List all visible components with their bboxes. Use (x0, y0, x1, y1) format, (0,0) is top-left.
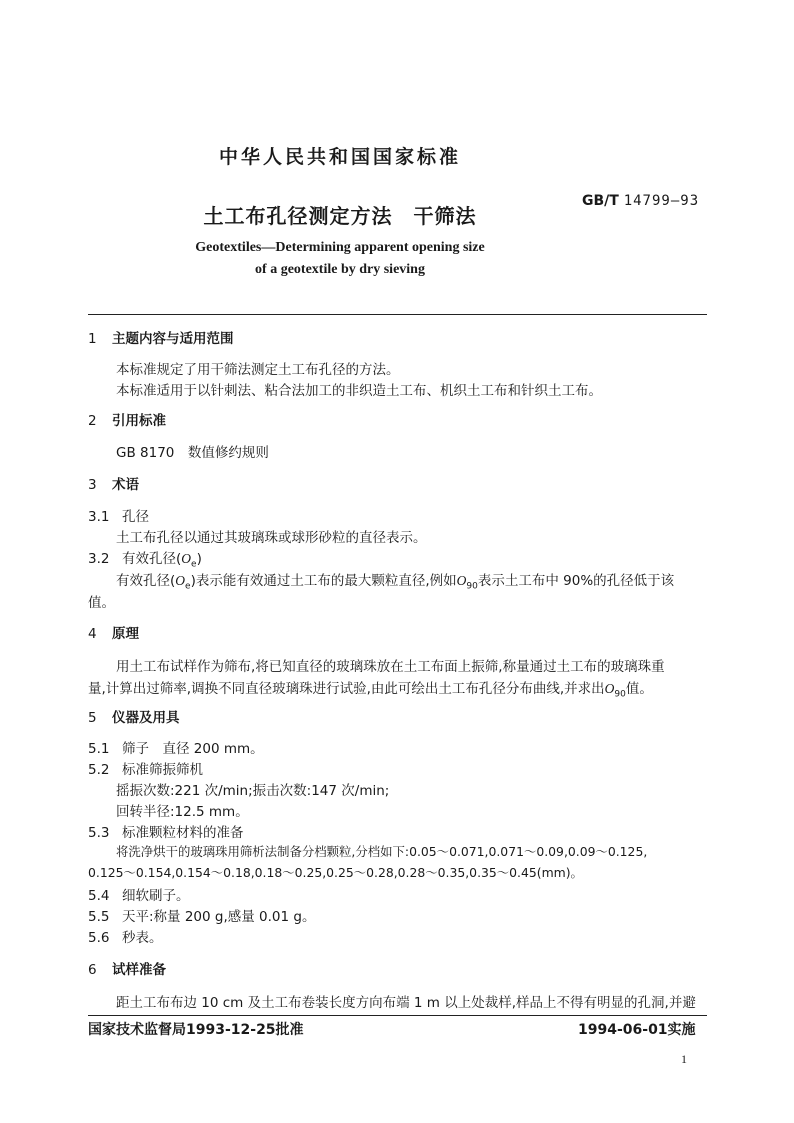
clause-5-3-line2: 0.125～0.154,0.154～0.18,0.18～0.25,0.25～0.28,0.28～0.35,0.35～0.45(mm)。 (88, 865, 583, 880)
clause-5-2-line2: 回转半径:12.5 mm。 (116, 804, 249, 820)
clause-3-2-text: 有效孔径$(O_e)$表示能有效通过土工布的最大颗粒直径,例如$O_{90}$表示土工布中 90%的孔径低于该 (116, 573, 675, 592)
clause-5-2-line1: 摇振次数:221 次/min;振击次数:147 次/min; (116, 783, 390, 799)
clause-3-1-text: 土工布孔径以通过其玻璃珠或球形砂粒的直径表示。 (116, 530, 427, 546)
footer-divider (88, 1015, 707, 1016)
clause-5-4: 5.4 细软刷子。 (88, 888, 190, 904)
clause-5-2: 5.2 标准筛振筛机 (88, 762, 203, 778)
document-title: 土工布孔径测定方法 干筛法 (203, 204, 477, 228)
section-4-heading: 4 原理 (88, 626, 139, 642)
section-1-paragraph-1: 本标准规定了用干筛法测定土工布孔径的方法。 (116, 362, 400, 378)
clause-5-6: 5.6 秒表。 (88, 930, 163, 946)
code-number: 14799—93 (623, 193, 700, 209)
english-title-line2: of a geotextile by dry sieving (255, 262, 425, 277)
header-divider (88, 314, 707, 315)
clause-3-2-text-cont: 值。 (88, 595, 115, 611)
section-2-heading: 2 引用标准 (88, 413, 166, 429)
section-5-heading: 5 仪器及用具 (88, 710, 180, 726)
english-title-line1: Geotextiles—Determining apparent opening size (195, 240, 485, 255)
page-number: 1 (681, 1052, 687, 1066)
clause-5-1: 5.1 筛子 直径 200 mm。 (88, 741, 264, 757)
approval-date: 国家技术监督局1993-12-25批准 (88, 1022, 304, 1038)
clause-5-3-line1: 将洗净烘干的玻璃珠用筛析法制备分档颗粒,分档如下:0.05～0.071,0.071～0.09,0.09～0.125, (116, 844, 648, 859)
code-prefix: GB/T (582, 193, 619, 209)
standard-code (582, 193, 699, 209)
country-header: 中华人民共和国国家标准 (218, 146, 461, 168)
section-6-heading: 6 试样准备 (88, 962, 166, 978)
clause-5-3: 5.3 标准颗粒材料的准备 (88, 825, 244, 841)
clause-3-2: 3.2 有效孔径$(O_e)$ (88, 551, 202, 570)
clause-5-5: 5.5 天平:称量 200 g,感量 0.01 g。 (88, 909, 316, 925)
section-3-heading: 3 术语 (88, 477, 139, 493)
section-1-paragraph-2: 本标准适用于以针刺法、粘合法加工的非织造土工布、机织土工布和针织土工布。 (116, 383, 602, 399)
section-4-paragraph-line1: 用土工布试样作为筛布,将已知直径的玻璃珠放在土工布面上振筛,称量通过土工布的玻璃珠重 (116, 659, 665, 675)
clause-3-1: 3.1 孔径 (88, 509, 149, 525)
section-1-heading: 1 主题内容与适用范围 (88, 331, 234, 347)
implementation-date: 1994-06-01实施 (578, 1022, 696, 1038)
section-2-reference: GB 8170 数值修约规则 (116, 445, 269, 461)
section-6-paragraph: 距土工布布边 10 cm 及土工布卷装长度方向布端 1 m 以上处裁样,样品上不得有明显的孔洞,并避 (116, 995, 696, 1011)
section-4-paragraph-line2: 量,计算出过筛率,调换不同直径玻璃珠进行试验,由此可绘出土工布孔径分布曲线,并求出$O_{90}$值。 (88, 681, 653, 700)
